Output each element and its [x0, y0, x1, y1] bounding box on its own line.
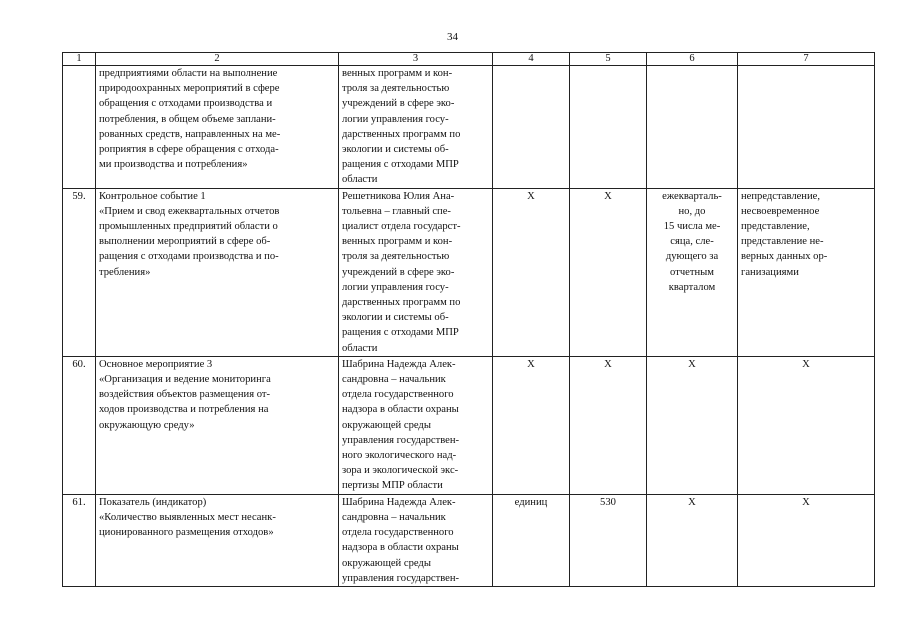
- consequence-line: представление,: [741, 221, 810, 233]
- consequence-line: непредставление,: [741, 190, 820, 202]
- consequence-line: несвоевременное: [741, 205, 820, 217]
- event-line: «Количество выявленных мест несанк-: [99, 511, 276, 523]
- responsible-line: ращения с отходами МПР: [342, 159, 459, 171]
- consequence-line: ганизациями: [741, 266, 799, 278]
- column-number-row: [63, 53, 875, 66]
- responsible-cell: [339, 356, 493, 494]
- unit-cell: Х: [493, 356, 570, 494]
- responsible-line: Шабрина Надежда Алек-: [342, 358, 456, 370]
- responsible-line: сандровна – начальник: [342, 511, 446, 523]
- event-line: окружающую среду»: [99, 419, 195, 431]
- event-line: Показатель (индикатор): [99, 496, 207, 508]
- event-line: роприятия в сфере обращения с отхода-: [99, 144, 279, 156]
- event-line: ционированного размещения отходов»: [99, 527, 274, 539]
- event-line: ходов производства и потребления на: [99, 404, 269, 416]
- event-line: Основное мероприятие 3: [99, 358, 213, 370]
- responsible-line: окружающей среды: [342, 419, 431, 431]
- responsible-line: управления государствен-: [342, 434, 460, 446]
- responsible-line: учреждений в сфере эко-: [342, 266, 455, 278]
- event-line: ращения с отходами производства и по-: [99, 251, 279, 263]
- row-number: 59.: [63, 188, 96, 356]
- event-line: природоохранных мероприятий в сфере: [99, 83, 280, 95]
- column-header: 6: [647, 53, 738, 66]
- responsible-line: области: [342, 342, 378, 354]
- unit-cell: [493, 66, 570, 189]
- consequence-line: Х: [802, 358, 810, 370]
- deadline-line: 15 числа ме-: [663, 221, 721, 233]
- event-line: ми производства и потребления»: [99, 159, 248, 171]
- responsible-line: дарственных программ по: [342, 128, 461, 140]
- responsible-line: венных программ и кон-: [342, 236, 453, 248]
- column-header: 7: [738, 53, 875, 66]
- deadline-cell: [647, 188, 738, 356]
- consequence-line: представление не-: [741, 236, 824, 248]
- row-number: 60.: [63, 356, 96, 494]
- responsible-line: логии управления госу-: [342, 281, 449, 293]
- consequence-cell: [738, 356, 875, 494]
- responsible-line: циалист отдела государст-: [342, 221, 461, 233]
- column-header: 5: [570, 53, 647, 66]
- deadline-line: Х: [688, 358, 696, 370]
- deadline-cell: [647, 66, 738, 189]
- value-cell: Х: [570, 356, 647, 494]
- responsible-line: троля за деятельностью: [342, 83, 450, 95]
- table-row: [63, 188, 875, 356]
- responsible-cell: [339, 494, 493, 586]
- deadline-cell: [647, 494, 738, 586]
- column-header: 4: [493, 53, 570, 66]
- consequence-line: Х: [802, 496, 810, 508]
- consequence-cell: [738, 66, 875, 189]
- responsible-line: дарственных программ по: [342, 297, 461, 309]
- responsible-line: зора и экологической экс-: [342, 465, 459, 477]
- event-line: требления»: [99, 266, 151, 278]
- plan-table: [62, 52, 875, 587]
- consequence-line: верных данных ор-: [741, 251, 828, 263]
- deadline-cell: [647, 356, 738, 494]
- responsible-line: отдела государственного: [342, 527, 454, 539]
- event-line: рованных средств, направленных на ме-: [99, 128, 281, 140]
- event-line: промышленных предприятий области о: [99, 221, 278, 233]
- deadline-line: кварталом: [668, 281, 716, 293]
- row-number: 61.: [63, 494, 96, 586]
- table-row: [63, 66, 875, 189]
- deadline-line: дующего за: [665, 251, 719, 263]
- row-number: [63, 66, 96, 189]
- unit-cell: единиц: [493, 494, 570, 586]
- value-cell: 530: [570, 494, 647, 586]
- responsible-line: сандровна – начальник: [342, 374, 446, 386]
- event-line: «Прием и свод ежеквартальных отчетов: [99, 205, 280, 217]
- event-cell: [96, 66, 339, 189]
- responsible-line: области: [342, 174, 378, 186]
- responsible-line: тольевна – главный спе-: [342, 205, 451, 217]
- event-cell: [96, 494, 339, 586]
- page-number: 34: [447, 31, 458, 43]
- responsible-line: окружающей среды: [342, 557, 431, 569]
- event-line: предприятиями области на выполнение: [99, 68, 278, 79]
- event-cell: [96, 356, 339, 494]
- deadline-line: Х: [688, 496, 696, 508]
- table-row: [63, 356, 875, 494]
- responsible-line: экологии и системы об-: [342, 144, 449, 156]
- responsible-line: надзора в области охраны: [342, 404, 459, 416]
- responsible-line: ращения с отходами МПР: [342, 327, 459, 339]
- responsible-line: логии управления госу-: [342, 113, 449, 125]
- responsible-cell: [339, 66, 493, 189]
- value-cell: Х: [570, 188, 647, 356]
- deadline-line: сяца, сле-: [670, 236, 714, 248]
- responsible-line: экологии и системы об-: [342, 312, 449, 324]
- event-line: воздействия объектов размещения от-: [99, 389, 271, 401]
- unit-cell: Х: [493, 188, 570, 356]
- event-cell: [96, 188, 339, 356]
- responsible-line: Решетникова Юлия Ана-: [342, 190, 455, 202]
- deadline-line: ежекварталь-: [662, 190, 722, 202]
- responsible-line: управления государствен-: [342, 572, 460, 584]
- event-line: выполнении мероприятий в сфере об-: [99, 236, 271, 248]
- responsible-line: отдела государственного: [342, 389, 454, 401]
- deadline-line: но, до: [678, 205, 706, 217]
- responsible-line: надзора в области охраны: [342, 542, 459, 554]
- event-line: «Организация и ведение мониторинга: [99, 374, 271, 386]
- event-line: обращения с отходами производства и: [99, 98, 273, 110]
- column-header: 2: [96, 53, 339, 66]
- deadline-line: отчетным: [670, 266, 714, 278]
- responsible-line: пертизы МПР области: [342, 480, 443, 492]
- table-row: [63, 494, 875, 586]
- responsible-line: венных программ и кон-: [342, 68, 453, 79]
- responsible-line: Шабрина Надежда Алек-: [342, 496, 456, 508]
- responsible-line: троля за деятельностью: [342, 251, 450, 263]
- column-header: 3: [339, 53, 493, 66]
- consequence-cell: [738, 494, 875, 586]
- responsible-line: учреждений в сфере эко-: [342, 98, 455, 110]
- responsible-line: ного экологического над-: [342, 450, 457, 462]
- responsible-cell: [339, 188, 493, 356]
- consequence-cell: [738, 188, 875, 356]
- event-line: Контрольное событие 1: [99, 190, 206, 202]
- column-header: 1: [63, 53, 96, 66]
- event-line: потребления, в общем объеме заплани-: [99, 113, 276, 125]
- value-cell: [570, 66, 647, 189]
